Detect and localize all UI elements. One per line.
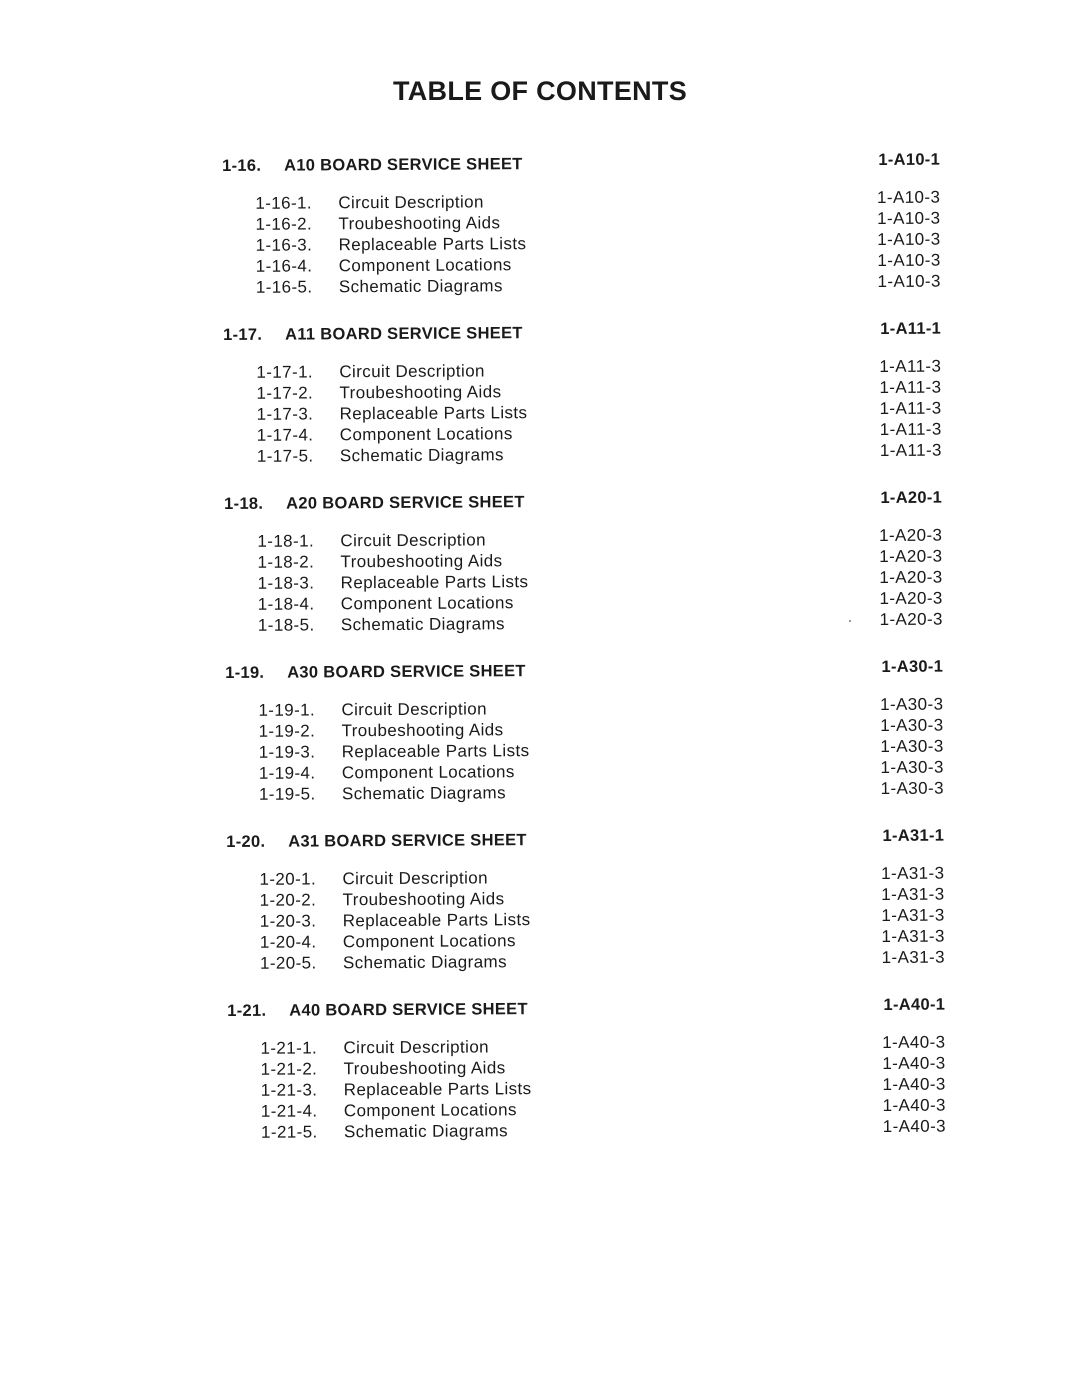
entry-number: 1-21-4. (260, 1101, 318, 1121)
section-number: 1-19. (225, 663, 265, 682)
entry-title: Component Locations (342, 931, 516, 952)
entry-title: Troubeshooting Aids (339, 382, 502, 403)
toc-section-a11 (223, 317, 952, 490)
entry-number: 1-17-5. (256, 446, 314, 466)
toc-section-a31 (226, 824, 955, 997)
entry-number: 1-21-5. (260, 1122, 318, 1142)
section-page-ref: 1-A11-1 (880, 319, 942, 338)
entry-title: Schematic Diagrams (343, 1121, 509, 1142)
section-number: 1-16. (222, 156, 262, 175)
entry-number: 1-17-4. (256, 425, 314, 445)
toc-section-a10 (222, 148, 951, 321)
entry-number: 1-17-3. (256, 404, 314, 424)
toc-entry[interactable] (228, 1116, 956, 1144)
entry-page-ref: 1-A40-3 (882, 1053, 946, 1073)
entry-number: 1-19-4. (258, 763, 316, 783)
section-page-ref: 1-A20-1 (880, 488, 943, 507)
entry-title: Component Locations (339, 424, 513, 445)
entry-page-ref: 1-A11-3 (879, 356, 942, 376)
section-heading[interactable] (224, 486, 952, 532)
entry-title: Troubeshooting Aids (342, 889, 505, 910)
entry-title: Replaceable Parts Lists (343, 1079, 532, 1100)
entry-title: Troubeshooting Aids (340, 551, 503, 572)
entry-page-ref: 1-A31-3 (881, 947, 945, 967)
entry-page-ref: 1-A10-3 (877, 271, 941, 291)
entry-page-ref: 1-A30-3 (880, 778, 944, 798)
section-title: A40 BOARD SERVICE SHEET (289, 1000, 528, 1020)
entry-page-ref: 1-A10-3 (877, 250, 941, 270)
section-title: A30 BOARD SERVICE SHEET (287, 662, 526, 682)
entry-page-ref: 1-A20-3 (879, 567, 943, 587)
section-heading[interactable] (223, 317, 951, 363)
section-number: 1-21. (227, 1001, 267, 1020)
entry-page-ref: 1-A10-3 (877, 208, 941, 228)
entry-number: 1-20-2. (259, 890, 317, 910)
entry-number: 1-21-2. (260, 1059, 318, 1079)
entry-page-ref: 1-A11-3 (879, 419, 942, 439)
entry-number: 1-19-3. (258, 742, 316, 762)
section-heading[interactable] (222, 148, 950, 194)
entry-number: 1-18-4. (257, 594, 315, 614)
entry-number: 1-20-4. (259, 932, 317, 952)
entry-title: Schematic Diagrams (341, 783, 507, 804)
entry-title: Schematic Diagrams (339, 445, 504, 466)
section-title: A20 BOARD SERVICE SHEET (286, 493, 525, 513)
entry-page-ref: 1-A31-3 (881, 905, 945, 925)
toc-entry[interactable] (225, 609, 953, 637)
entry-page-ref: 1-A40-3 (882, 1116, 947, 1136)
entry-page-ref: 1-A20-3 (879, 588, 943, 608)
entry-number: 1-16-5. (255, 277, 313, 297)
entry-number: 1-16-3. (255, 235, 313, 255)
entry-page-ref: 1-A31-3 (881, 926, 945, 946)
entry-page-ref: 1-A10-3 (877, 229, 941, 249)
entry-number: 1-20-5. (259, 953, 317, 973)
entry-page-ref: 1-A30-3 (880, 715, 944, 735)
entry-title: Troubeshooting Aids (343, 1058, 506, 1079)
section-title: A11 BOARD SERVICE SHEET (285, 324, 523, 344)
entry-title: Component Locations (340, 593, 514, 614)
entry-number: 1-20-1. (259, 869, 317, 889)
section-page-ref: 1-A40-1 (883, 995, 946, 1014)
entry-title: Replaceable Parts Lists (338, 234, 527, 255)
entry-number: 1-20-3. (259, 911, 317, 931)
entry-title: Circuit Description (341, 699, 487, 720)
toc-entry[interactable] (227, 947, 955, 975)
toc-entry[interactable] (226, 778, 954, 806)
entry-title: Circuit Description (342, 868, 489, 889)
toc-section-a30 (225, 655, 954, 828)
entry-title: Troubeshooting Aids (341, 720, 504, 741)
entry-title: Schematic Diagrams (338, 276, 503, 297)
toc-section-a20 (224, 486, 953, 659)
entry-page-ref: 1-A11-3 (879, 398, 942, 418)
entry-number: 1-21-3. (260, 1080, 318, 1100)
entry-page-ref: 1-A31-3 (881, 884, 945, 904)
section-number: 1-17. (223, 325, 263, 344)
section-title: A31 BOARD SERVICE SHEET (288, 831, 527, 851)
entry-title: Replaceable Parts Lists (342, 910, 531, 931)
entry-title: Circuit Description (338, 192, 484, 213)
toc-section-a40 (227, 993, 956, 1166)
entry-number: 1-16-4. (255, 256, 313, 276)
entry-page-ref: 1-A40-3 (882, 1032, 946, 1052)
toc-entry[interactable] (223, 271, 951, 299)
entry-page-ref: 1-A30-3 (880, 736, 944, 756)
entry-title: Schematic Diagrams (340, 614, 505, 635)
scan-speck (849, 620, 851, 622)
table-of-contents (222, 148, 956, 1166)
section-page-ref: 1-A30-1 (881, 657, 944, 676)
entry-title: Replaceable Parts Lists (341, 741, 530, 762)
entry-page-ref: 1-A30-3 (880, 757, 944, 777)
entry-page-ref: 1-A11-3 (879, 377, 942, 397)
entry-page-ref: 1-A31-3 (881, 863, 945, 883)
section-page-ref: 1-A10-1 (878, 150, 941, 169)
entry-number: 1-17-1. (256, 362, 314, 382)
entry-number: 1-18-5. (257, 615, 315, 635)
entry-number: 1-17-2. (256, 383, 314, 403)
entry-number: 1-18-3. (257, 573, 315, 593)
entry-title: Replaceable Parts Lists (339, 403, 528, 424)
entry-title: Schematic Diagrams (342, 952, 508, 973)
toc-entry[interactable] (224, 440, 952, 468)
entry-title: Component Locations (343, 1100, 517, 1121)
section-heading[interactable] (226, 824, 954, 870)
entry-number: 1-19-2. (258, 721, 316, 741)
entry-page-ref: 1-A40-3 (882, 1095, 946, 1115)
entry-number: 1-21-1. (260, 1038, 318, 1058)
entry-page-ref: 1-A30-3 (880, 694, 944, 714)
entry-title: Circuit Description (339, 361, 485, 382)
entry-title: Circuit Description (340, 530, 486, 551)
entry-title: Replaceable Parts Lists (340, 572, 529, 593)
entry-title: Troubeshooting Aids (338, 213, 501, 234)
entry-title: Component Locations (338, 255, 512, 276)
section-heading[interactable] (227, 993, 955, 1039)
entry-number: 1-19-1. (258, 700, 316, 720)
entry-number: 1-18-2. (257, 552, 315, 572)
section-number: 1-18. (224, 494, 264, 513)
entry-page-ref: 1-A11-3 (879, 440, 942, 460)
entry-title: Component Locations (341, 762, 515, 783)
section-page-ref: 1-A31-1 (882, 826, 945, 845)
entry-page-ref: 1-A40-3 (882, 1074, 946, 1094)
page-title: TABLE OF CONTENTS (392, 76, 688, 107)
entry-number: 1-16-1. (255, 193, 313, 213)
section-heading[interactable] (225, 655, 953, 701)
entry-page-ref: 1-A20-3 (879, 525, 943, 545)
section-number: 1-20. (226, 832, 266, 851)
section-title: A10 BOARD SERVICE SHEET (284, 155, 523, 175)
entry-number: 1-18-1. (257, 531, 315, 551)
entry-number: 1-19-5. (258, 784, 316, 804)
entry-page-ref: 1-A20-3 (879, 609, 943, 629)
entry-page-ref: 1-A20-3 (879, 546, 943, 566)
entry-title: Circuit Description (343, 1037, 490, 1058)
entry-page-ref: 1-A10-3 (876, 187, 941, 207)
entry-number: 1-16-2. (255, 214, 313, 234)
